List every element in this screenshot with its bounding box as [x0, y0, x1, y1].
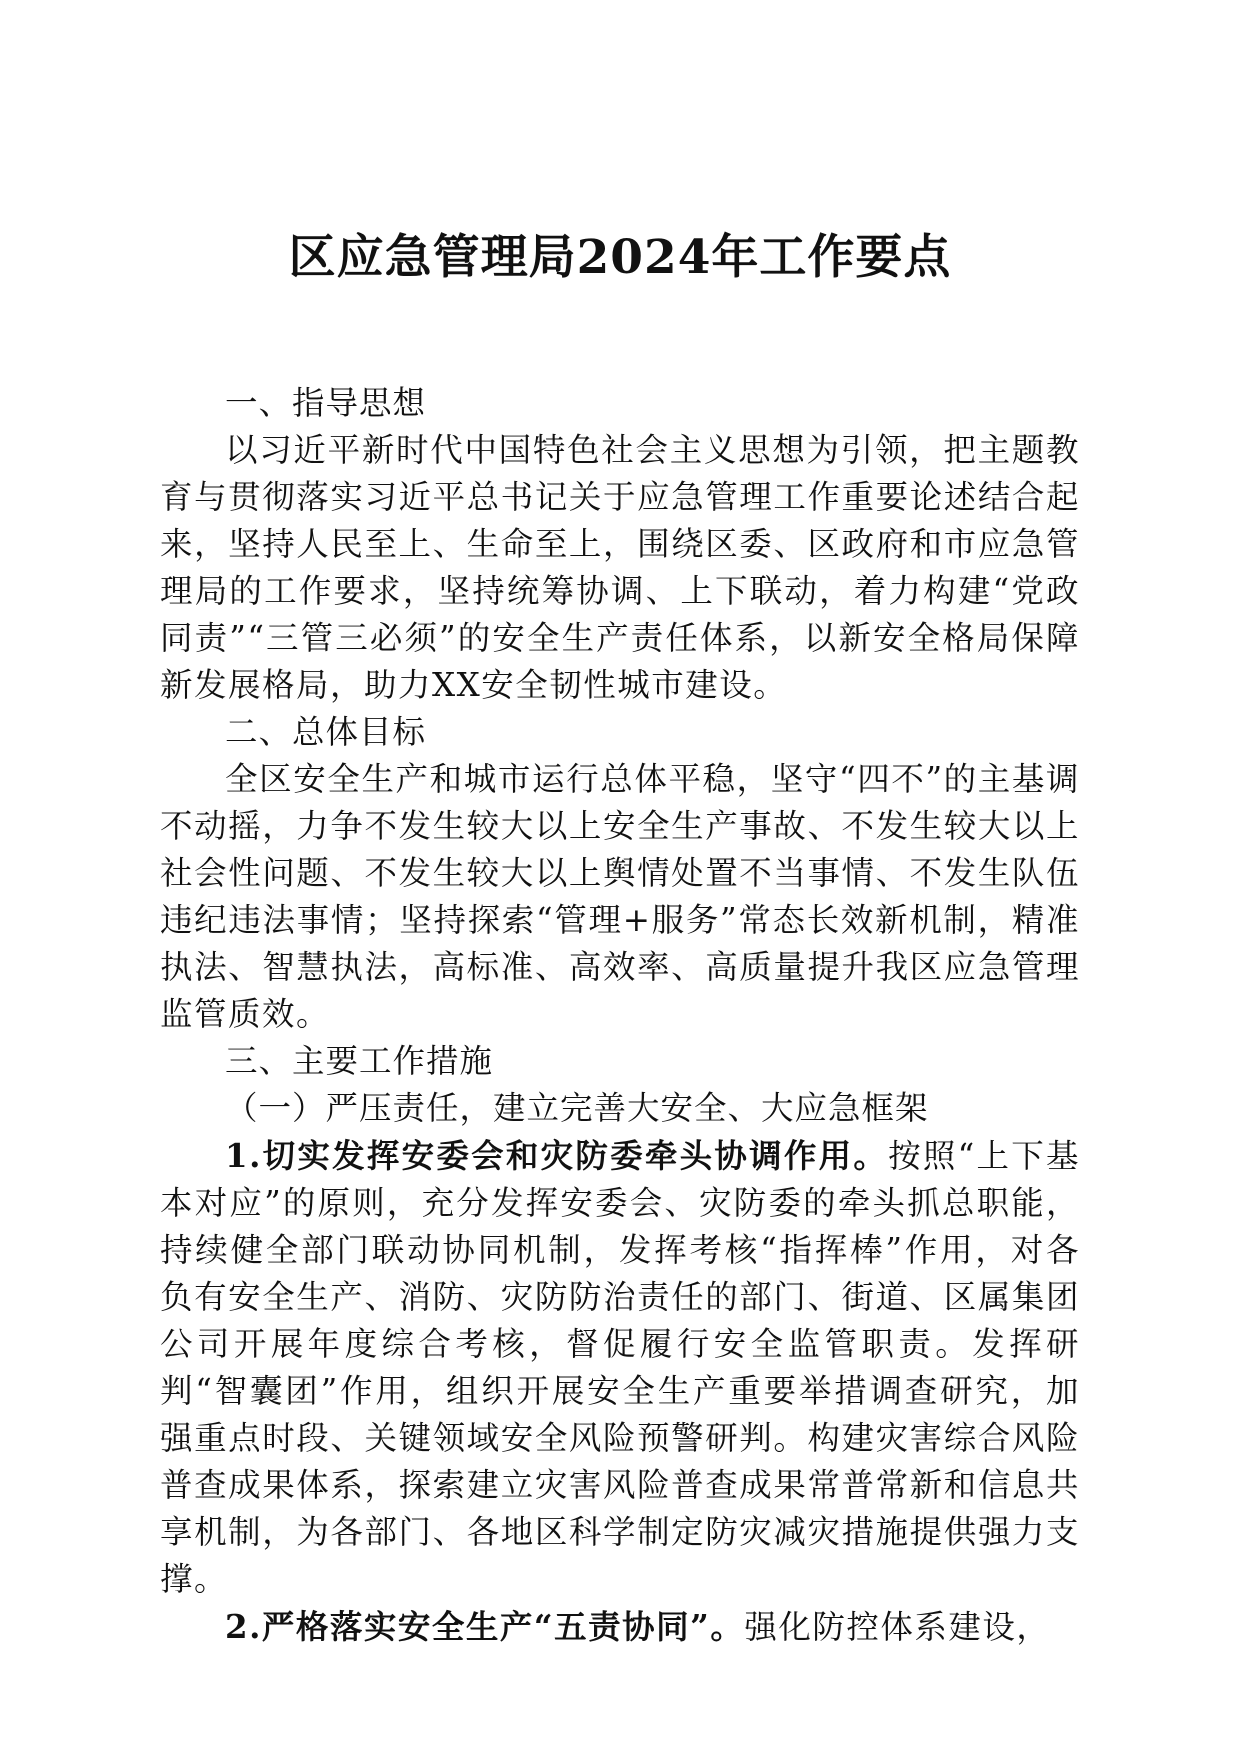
measure-item-2-lead: 2.严格落实安全生产“五责协同”。 [225, 1607, 745, 1646]
section-heading-guiding-ideology: 一、指导思想 [225, 384, 427, 422]
section-heading-overall-goals: 二、总体目标 [225, 713, 427, 751]
document-title: 区应急管理局2024年工作要点 [288, 230, 952, 285]
measure-item-2-text: 强化防控体系建设， [744, 1608, 1051, 1646]
measure-item-1 [160, 1132, 1080, 1603]
paragraph-overall-goals: 全区安全生产和城市运行总体平稳，坚守“四不”的主基调不动摇，力争不发生较大以上安全生产事故、不发生较大以上社会性问题、不发生较大以上舆情处置不当事情、不发生队伍违纪违法事情；坚持探索“管理+服务”常态长效新机制，精准执法、智慧执法，高标准、高效率、高质量提升我区应急管理监管质效。 [160, 760, 1080, 1033]
measure-item-1-text: 按照“上下基本对应”的原则，充分发挥安委会、灾防委的牵头抓总职能，持续健全部门联动协同机制，发挥考核“指挥棒”作用，对各负有安全生产、消防、灾防防治责任的部门、街道、区属集团公司开展年度综合考核，督促履行安全监管职责。发挥研判“智囊团”作用，组织开展安全生产重要举措调查研究，加强重点时段、关键领域安全风险预警研判。构建灾害综合风险普查成果体系，探索建立灾害风险普查成果常普常新和信息共享机制，为各部门、各地区科学制定防灾减灾措施提供强力支撑。 [160, 1137, 1080, 1598]
section-heading-main-measures: 三、主要工作措施 [225, 1042, 494, 1080]
document-body [160, 380, 1080, 1651]
measure-item-1-lead: 1.切实发挥安委会和灾防委牵头协调作用。 [225, 1136, 889, 1175]
measure-item-2 [160, 1603, 1080, 1651]
paragraph-guiding-ideology: 以习近平新时代中国特色社会主义思想为引领，把主题教育与贯彻落实习近平总书记关于应急管理工作重要论述结合起来，坚持人民至上、生命至上，围绕区委、区政府和市应急管理局的工作要求，坚持统筹协调、上下联动，着力构建“党政同责”“三管三必须”的安全生产责任体系，以新安全格局保障新发展格局，助力XX安全韧性城市建设。 [160, 431, 1080, 704]
subsection-heading-responsibility: （一）严压责任，建立完善大安全、大应急框架 [225, 1089, 929, 1127]
